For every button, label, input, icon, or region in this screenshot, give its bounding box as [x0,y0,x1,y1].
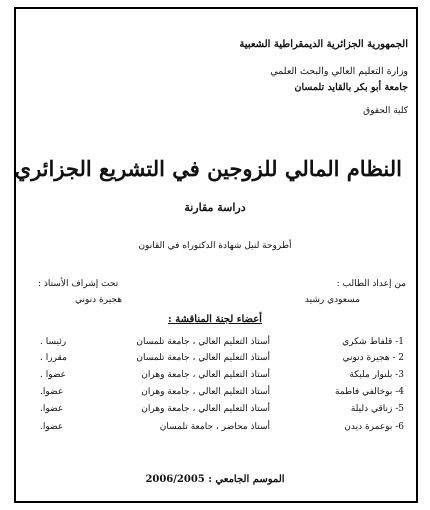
member-role: رئيسا . [40,337,67,347]
thesis-title: النظام المالي للزوجين في التشريع الجزائري [14,156,402,181]
supervisor-name: هجيرة دنوني [75,295,122,305]
faculty-heading: كلية الحقوق [363,106,408,116]
degree-note: أطروحة لنيل شهادة الدكتوراه في القانون [138,241,292,251]
member-role: عضوا. [40,387,64,397]
member-name: 2 - هجيرة دنوني [342,353,404,363]
academic-year: الموسم الجامعي : 2006/2005 [145,474,285,485]
member-role: عضوا. [40,404,64,414]
committee-member [30,337,404,353]
republic-heading: الجمهورية الجزائرية الديمقراطية الشعبية [239,39,408,50]
committee-member [30,353,404,369]
member-institution: أستاذ التعليم العالي ، جامعة وهران [141,387,270,397]
university-heading: جامعة أبو بكر بالقايد تلمسان [294,82,408,93]
committee-member [30,387,404,403]
member-role: عضوا . [40,370,67,380]
member-institution: أستاذ محاضر ، جامعة تلمسان [159,422,270,432]
committee-member [30,422,404,438]
prepared-by-label: من إعداد الطالب : [336,279,406,289]
ministry-heading: وزارة التعليم العالي والبحث العلمي [270,66,408,77]
member-institution: أستاذ التعليم العالي ، جامعة وهران [141,370,270,380]
member-name: 6- بوعمرة ديدن [344,422,404,432]
committee-member [30,404,404,420]
committee-member [30,370,404,386]
member-name: 1- قلفاط شكري [342,337,404,347]
member-name: 5- زناقي دليلة [350,404,404,414]
member-institution: أستاذ التعليم العالي ، جامعة تلمسان [136,353,270,363]
member-name: 4- بوخالفي فاطمة [335,387,404,397]
member-institution: أستاذ التعليم العالي ، جامعة تلمسان [136,337,270,347]
member-name: 3- بلنوار مليكة [349,370,404,380]
thesis-subtitle: دراسة مقارنة [184,201,246,214]
member-role: عضوا. [40,422,64,432]
committee-heading: أعضاء لجنة المناقشة : [168,314,262,325]
member-institution: أستاذ التعليم العالي ، جامعة وهران [141,404,270,414]
supervisor-label: تحت إشراف الأستاذ : [38,279,119,289]
member-role: مقررا . [40,353,67,363]
student-name: مسعودي رشيد [304,295,360,305]
